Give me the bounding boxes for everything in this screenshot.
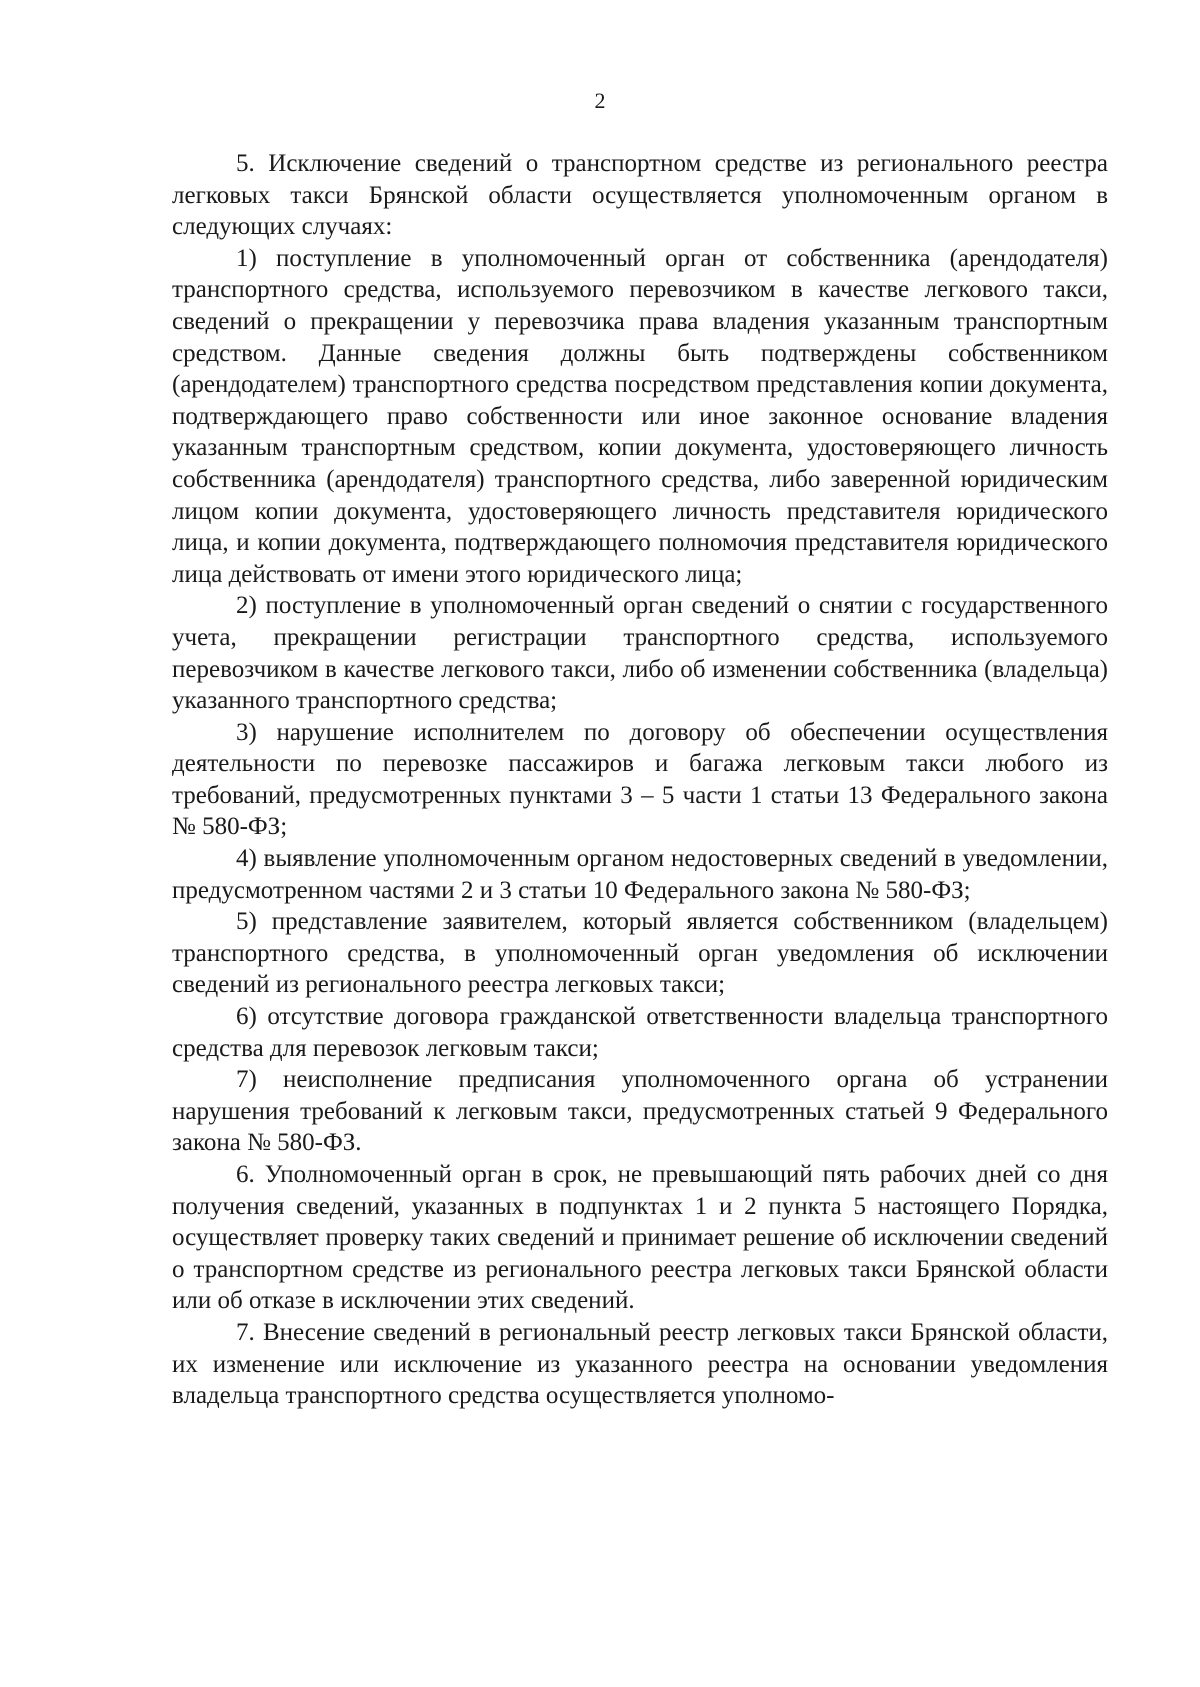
subitem-5-1: 1) поступление в уполномоченный орган от собственника (арендодателя) транспортного средства, используемого перевозчиком в качестве легкового такси, сведений о прекращении у перевозчика права владения указанным транспортным средством. Данные сведения должны быть подтверждены собственником (арендодателем) транспортного средства посредством представления копии документа, подтверждающего право собственности или иное законное основание владения указанным транспортным средством, копии документа, удостоверяющего личность собственника (арендодателя) транспортного средства, либо заверенной юридическим лицом копии документа, удостоверяющего личность представителя юридического лица, и копии документа, подтверждающего полномочия представителя юридического лица действовать от имени этого юридического лица; [172,244,1108,588]
subitem-5-2: 2) поступление в уполномоченный орган сведений о снятии с государственного учета, прекращении регистрации транспортного средства, используемого перевозчиком в качестве легкового такси, либо об изменении собственника (владельца) указанного транспортного средства; [172,592,1108,715]
subitem-5-5: 5) представление заявителем, который является собственником (владельцем) транспортного средства, в уполномоченный орган уведомления об исключении сведений из регионального реестра легковых такси; [172,908,1108,999]
subitem-5-7: 7) неисполнение предписания уполномоченного органа об устранении нарушения требований к легковым такси, предусмотренных статьей 9 Федерального закона № 580-ФЗ. [172,1066,1108,1157]
paragraph-item-7: 7. Внесение сведений в региональный реестр легковых такси Брянской области, их изменение или исключение из указанного реестра на основании уведомления владельца транспортного средства осуществляется уполномо- [172,1318,1108,1410]
paragraph-item-5: 5. Исключение сведений о транспортном средстве из регионального реестра легковых такси Брянской области осуществляется уполномоченным органом в следующих случаях: [172,150,1108,241]
subitem-5-4: 4) выявление уполномоченным органом недостоверных сведений в уведомлении, предусмотренном частями 2 и 3 статьи 10 Федерального закона № 580-ФЗ; [172,845,1108,904]
document-body [172,148,1108,1412]
subitem-5-3: 3) нарушение исполнителем по договору об обеспечении осуществления деятельности по перевозке пассажиров и багажа легковым такси любого из требований, предусмотренных пунктами 3 – 5 части 1 статьи 13 Федерального закона № 580-ФЗ; [172,718,1108,841]
paragraph-item-6: 6. Уполномоченный орган в срок, не превышающий пять рабочих дней со дня получения сведений, указанных в подпунктах 1 и 2 пункта 5 настоящего Порядка, осуществляет проверку таких сведений и принимает решение об исключении сведений о транспортном средстве из регионального реестра легковых такси Брянской области или об отказе в исключении этих сведений. [172,1161,1108,1315]
page-number: 2 [594,88,606,113]
subitem-5-6: 6) отсутствие договора гражданской ответственности владельца транспортного средства для перевозок легковым такси; [172,1003,1108,1062]
